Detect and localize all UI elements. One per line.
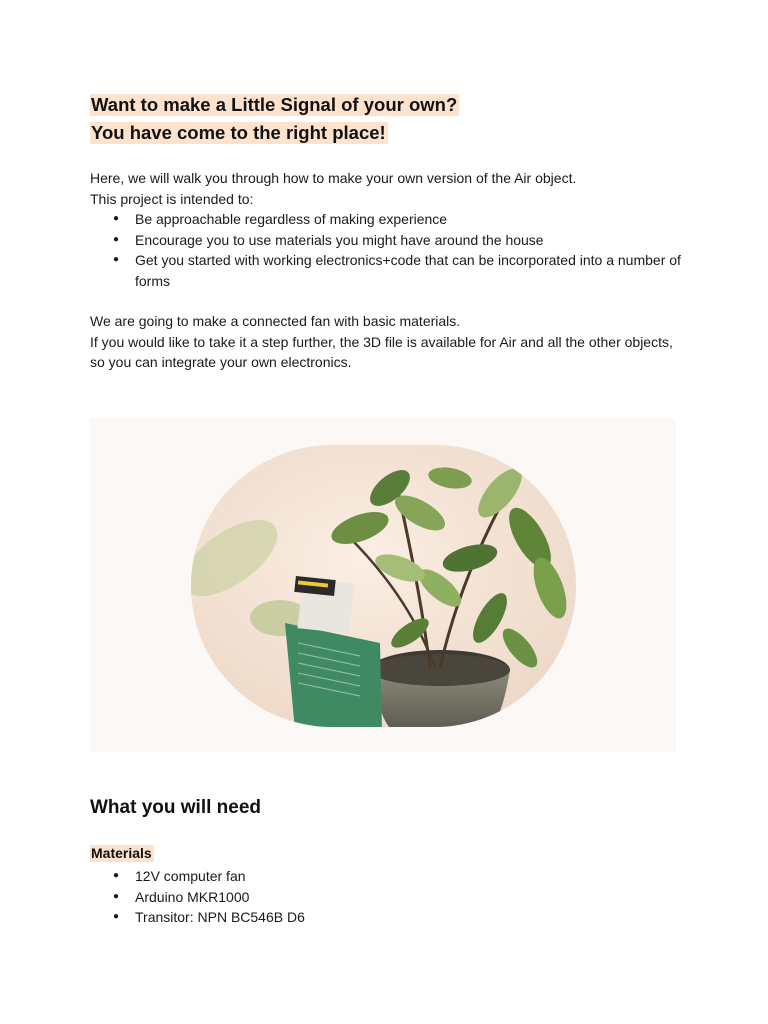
intro-paragraph-line1: Here, we will walk you through how to make your own version of the Air object. [90, 170, 577, 186]
fan-paragraph-line2: If you would like to take it a step further, the 3D file is available for Air and all the other objects, so you can integrate your own electronics. [90, 333, 673, 370]
goals-list [90, 209, 690, 291]
materials-heading-text: Materials [91, 845, 152, 861]
intro-paragraph-line2: This project is intended to: [90, 190, 254, 207]
plant-with-device-photo [90, 418, 676, 752]
intro-heading-line2 [90, 121, 388, 145]
fan-paragraph [90, 311, 690, 373]
list-item: ● 12V computer fan [90, 866, 690, 887]
intro-heading-line1 [90, 93, 459, 117]
section-heading: What you will need [90, 797, 262, 818]
intro-paragraph [90, 168, 690, 209]
photo-illustration [90, 418, 676, 752]
list-item: ● Arduino MKR1000 [90, 887, 690, 908]
list-item: ● Be approachable regardless of making experience [90, 209, 690, 230]
materials-list [90, 866, 690, 928]
intro-heading-line2-text: You have come to the right place! [91, 122, 386, 143]
intro-heading-line1-text: Want to make a Little Signal of your own? [91, 94, 458, 115]
materials-heading [90, 845, 154, 861]
fan-paragraph-line1: We are going to make a connected fan with basic materials. [90, 313, 461, 329]
list-item: ● Transitor: NPN BC546B D6 [90, 907, 690, 928]
list-item: ● Encourage you to use materials you might have around the house [90, 230, 690, 251]
list-item: ● Get you started with working electronics+code that can be incorporated into a number of forms [90, 250, 690, 291]
